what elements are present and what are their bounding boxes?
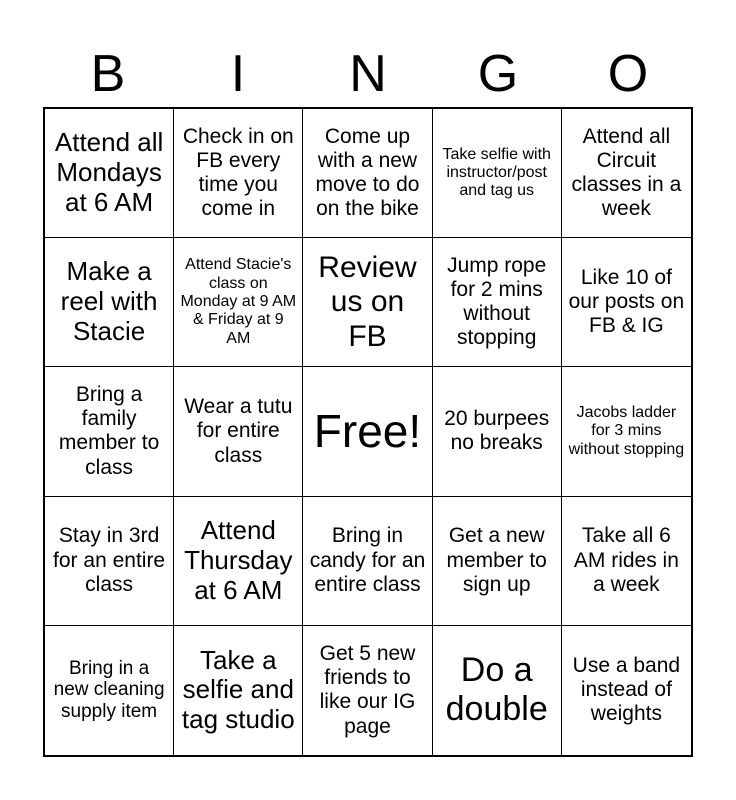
- bingo-cell[interactable]: [45, 626, 174, 755]
- cell-text: Attend Stacie's class on Monday at 9 AM & Friday at 9 AM: [180, 256, 297, 347]
- bingo-cell[interactable]: [303, 238, 432, 367]
- cell-text: Bring in a new cleaning supply item: [53, 657, 165, 723]
- bingo-cell[interactable]: [45, 238, 174, 367]
- bingo-cell[interactable]: [303, 497, 432, 626]
- cell-text: Come up with a new move to do on the bike: [315, 124, 420, 221]
- header-letter-g: G: [477, 45, 519, 103]
- cell-text: Bring in candy for an entire class: [309, 524, 426, 596]
- cell-text: Wear a tutu for entire class: [184, 395, 293, 467]
- bingo-cell[interactable]: [174, 367, 303, 496]
- bingo-cell[interactable]: [433, 238, 562, 367]
- cell-text: Review us on FB: [318, 250, 417, 353]
- cell-text: 20 burpees no breaks: [444, 407, 550, 455]
- bingo-cell[interactable]: [174, 626, 303, 755]
- bingo-cell[interactable]: [174, 109, 303, 238]
- cell-text: Get 5 new friends to like our IG page: [319, 642, 416, 738]
- header-letter-o: O: [607, 45, 649, 103]
- cell-text: Take a selfie and tag studio: [181, 644, 295, 735]
- header-letter-b: B: [90, 45, 126, 103]
- cell-text: Attend Thursday at 6 AM: [184, 514, 293, 605]
- cell-text: Jacobs ladder for 3 mins without stopping: [568, 403, 685, 458]
- bingo-cell[interactable]: [174, 238, 303, 367]
- cell-text: Attend all Circuit classes in a week: [571, 124, 682, 221]
- free-space-text: Free!: [313, 405, 422, 458]
- header-letter-i: I: [230, 45, 246, 103]
- bingo-cell[interactable]: [303, 626, 432, 755]
- bingo-cell[interactable]: [562, 238, 691, 367]
- cell-text: Jump rope for 2 mins without stopping: [447, 254, 547, 350]
- cell-text: Take all 6 AM rides in a week: [573, 524, 679, 596]
- bingo-cell[interactable]: [562, 626, 691, 755]
- bingo-cell[interactable]: [562, 109, 691, 238]
- bingo-cell[interactable]: [45, 497, 174, 626]
- cell-text: Take selfie with instructor/post and tag us: [442, 145, 551, 200]
- cell-text: Stay in 3rd for an entire class: [53, 524, 166, 596]
- bingo-cell-free[interactable]: [303, 367, 432, 496]
- cell-text: Use a band instead of weights: [572, 654, 681, 726]
- header-letter-n: N: [349, 45, 387, 103]
- cell-text: Get a new member to sign up: [446, 524, 547, 596]
- bingo-cell[interactable]: [562, 497, 691, 626]
- cell-text: Like 10 of our posts on FB & IG: [568, 266, 685, 338]
- cell-text: Attend all Mondays at 6 AM: [54, 127, 164, 218]
- bingo-cell[interactable]: [562, 367, 691, 496]
- bingo-cell[interactable]: [433, 109, 562, 238]
- cell-text: Bring a family member to class: [58, 383, 160, 479]
- cell-text: Make a reel with Stacie: [60, 256, 158, 347]
- cell-text: Do a double: [445, 651, 548, 729]
- bingo-cell[interactable]: [45, 367, 174, 496]
- bingo-board: [43, 107, 693, 757]
- cell-text: Check in on FB every time you come in: [182, 124, 294, 221]
- bingo-header: [43, 40, 693, 108]
- bingo-cell[interactable]: [433, 497, 562, 626]
- bingo-cell[interactable]: [45, 109, 174, 238]
- bingo-cell[interactable]: [303, 109, 432, 238]
- bingo-cell[interactable]: [433, 626, 562, 755]
- bingo-cell[interactable]: [433, 367, 562, 496]
- bingo-cell[interactable]: [174, 497, 303, 626]
